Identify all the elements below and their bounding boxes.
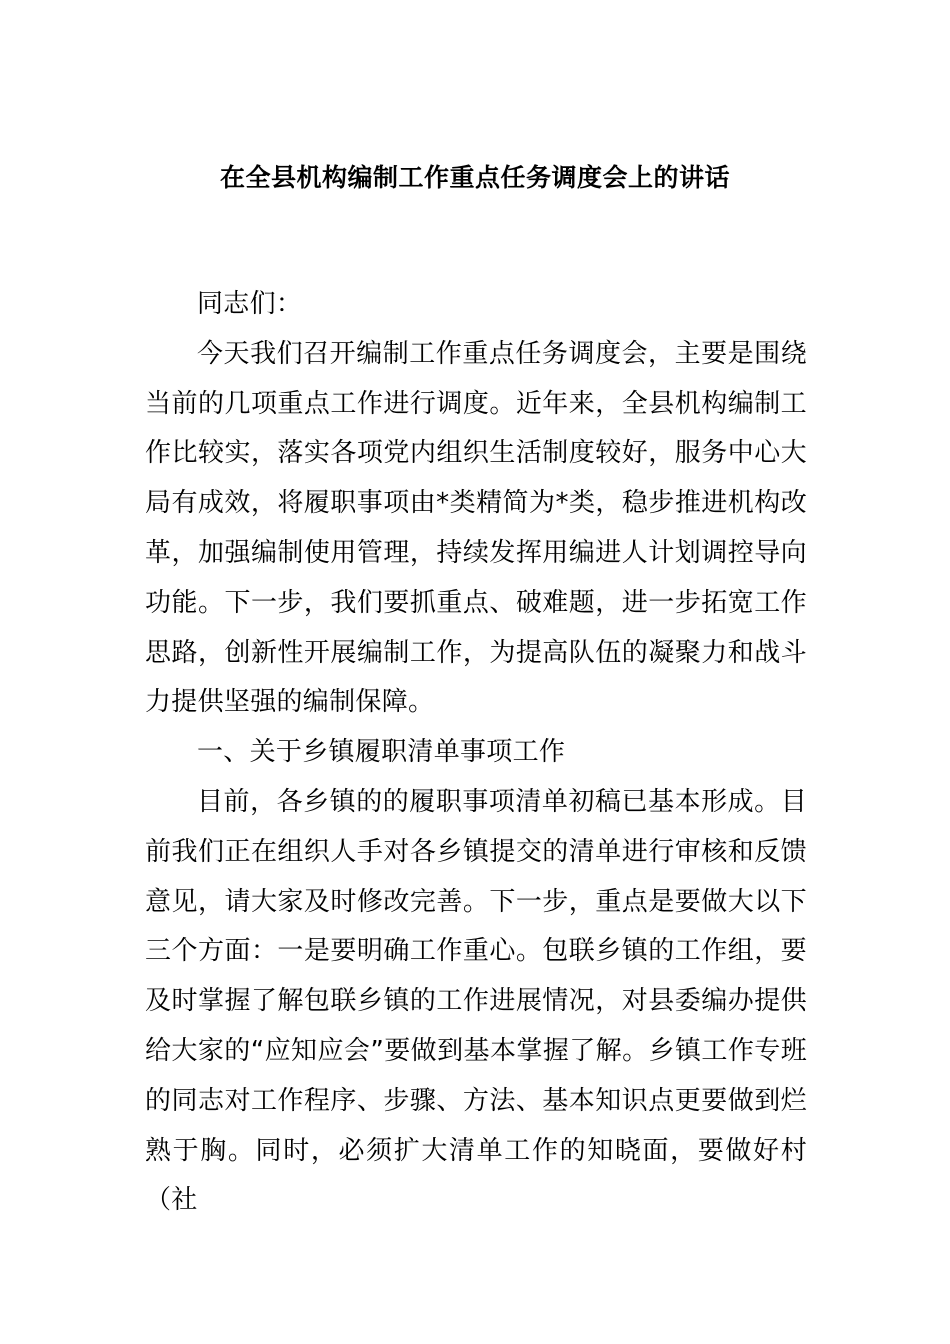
document-title: 在全县机构编制工作重点任务调度会上的讲话 bbox=[219, 163, 730, 192]
document-body bbox=[145, 280, 807, 1226]
section-heading: 一、关于乡镇履职清单事项工作 bbox=[197, 737, 566, 768]
paragraph-intro: 今天我们召开编制工作重点任务调度会，主要是围绕当前的几项重点工作进行调度。近年来，全县机构编制工作比较实，落实各项党内组织生活制度较好，服务中心大局有成效，将履职事项由*类精简为*类，稳步推进机构改革，加强编制使用管理，持续发挥用编进人计划调控导向功能。下一步，我们要抓重点、破难题，进一步拓宽工作思路，创新性开展编制工作，为提高队伍的凝聚力和战斗力提供坚强的编制保障。 bbox=[145, 338, 807, 718]
paragraph-section-one: 目前，各乡镇的的履职事项清单初稿已基本形成。目前我们正在组织人手对各乡镇提交的清单进行审核和反馈意见，请大家及时修改完善。下一步，重点是要做大以下三个方面：一是要明确工作重心。包联乡镇的工作组，要及时掌握了解包联乡镇的工作进展情况，对县委编办提供给大家的“应知应会”要做到基本掌握了解。乡镇工作专班的同志对工作程序、步骤、方法、基本知识点更要做到烂熟于胸。同时，必须扩大清单工作的知晓面，要做好村（社 bbox=[145, 786, 807, 1216]
salutation: 同志们： bbox=[197, 289, 303, 319]
